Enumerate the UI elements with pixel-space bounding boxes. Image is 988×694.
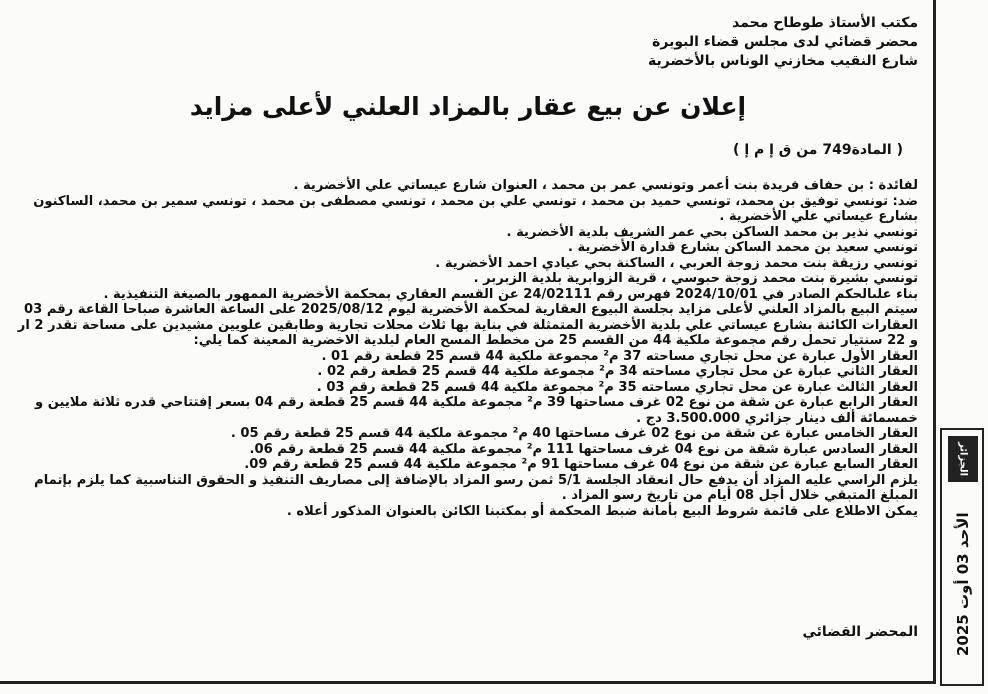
announcement-body bbox=[10, 178, 918, 519]
property-item: العقار الرابع عبارة عن شقة من نوع 02 غرف مساحتها 39 م² مجموعة ملكية 44 قسم 25 قطعة رقم 04 بسعر إفتتاحي قدره ثلاثة ملايين و خمسمائة ألف دينار جزائري 3.500.000 دج . bbox=[35, 395, 918, 426]
defendant-line: تونسي بشيرة بنت محمد زوجة حبوسي ، قرية الزوابرية بلدية الزبربر . bbox=[473, 271, 918, 286]
property-item: العقار الخامس عبارة عن شقة من نوع 02 غرف مساحتها 40 م² مجموعة ملكية 44 قسم 25 قطعة رقم 05 . bbox=[230, 426, 918, 441]
announcement-title: إعلان عن بيع عقار بالمزاد العلني لأعلى مزايد bbox=[189, 92, 747, 121]
sale-paragraph: سيتم البيع بالمزاد العلني لأعلى مزايد بجلسة البيوع العقارية لمحكمة الأخضرية ليوم 2025/08/12 على الساعة العاشرة صباحا القاعة رقم 03 العقارات الكائنة بشارع عيساتي علي بلدية الأخضرية المتمثلة في بناية بها ثلاث محلات تجارية وطابقين علويين مشيدين على مساحة تقدر 2 ار و 22 سنتيار تحمل رقم مجموعة ملكية 44 من القسم 25 من مخطط المسح العام لبلدية الاخضرية المعينة كما يلي: bbox=[17, 302, 918, 348]
property-item: العقار الثالث عبارة عن محل تجاري مساحته 35 م² مجموعة ملكية 44 قسم 25 قطعة رقم 03 . bbox=[316, 379, 918, 395]
judgment-paragraph: بناء علىالحكم الصادر في 2024/10/01 فهرس رقم 24/02111 عن القسم العقاري بمحكمة الأخضرية الممهور بالصيغة التنفيذية . bbox=[103, 286, 918, 302]
header-line-3: شارع النقيب مخازني الوناس بالأخضرية bbox=[648, 53, 918, 69]
consultation-note: يمكن الاطلاع على قائمة شروط البيع بأمانة ضبط المحكمة أو بمكتبنا الكائن بالعنوان المذكور أعلاه . bbox=[286, 503, 918, 519]
property-item: العقار الثاني عبارة عن محل تجاري مساحته 34 م² مجموعة ملكية 44 قسم 25 قطعة رقم 02 . bbox=[317, 364, 918, 379]
header-line-2: محضر قضائي لدى مجلس قضاء البويرة bbox=[652, 34, 918, 50]
payment-terms: يلزم الراسي عليه المزاد أن يدفع حال انعقاد الجلسة 5/1 ثمن رسو المزاد بالإضافة إلى مصاريف التنفيذ و الحقوق التناسبية كما يلزم بإتمام المبلغ المتبقي خلال أجل 08 أيام من تاريخ رسو المزاد . bbox=[34, 472, 918, 503]
header-line-1: مكتب الأستاذ طوطاح محمد bbox=[732, 15, 918, 31]
office-header bbox=[418, 14, 918, 71]
property-item: العقار الأول عبارة عن محل تجاري مساحته 37 م² مجموعة ملكية 44 قسم 25 قطعة رقم 01 . bbox=[321, 348, 918, 364]
defendants-paragraph: ضد: تونسي توفيق بن محمد، تونسي حميد بن محمد ، تونسي علي بن محمد ، تونسي مصطفى بن محمد ، تونسي سمير بن محمد، الساكنون بشارع عيساتي علي الأخضرية . bbox=[33, 193, 918, 224]
newspaper-sidebar bbox=[940, 428, 984, 686]
article-reference: ( المادة749 من ق إ م إ ) bbox=[733, 142, 903, 158]
defendant-line: تونسي رزيقة بنت محمد زوجة العربي ، الساكنة بحي عيادي احمد الأخضرية . bbox=[435, 255, 918, 271]
signature: المحضر القضائي bbox=[802, 624, 918, 640]
beneficiary-paragraph: لفائدة : بن حفاف فريدة بنت أعمر وتونسي عمر بن محمد ، العنوان شارع عيساتي علي الأخضرية . bbox=[293, 178, 918, 193]
defendant-line: تونسي نذير بن محمد الساكن بحي عمر الشريف بلدية الأخضرية . bbox=[506, 224, 918, 240]
property-item: العقار السابع عبارة عن شقة من نوع 04 غرف مساحتها 91 م² مجموعة ملكية 44 قسم 25 قطعة رقم 09. bbox=[244, 457, 918, 472]
property-item: العقار السادس عبارة شقة من نوع 04 غرف مساحتها 111 م² مجموعة ملكية 44 قسم 25 قطعة رقم 06. bbox=[249, 441, 918, 457]
publication-date: الأحد 03 أوت 2025 bbox=[954, 512, 972, 656]
newspaper-logo: الجزائر bbox=[948, 436, 978, 482]
defendant-line: تونسي سعيد بن محمد الساكن بشارع قدارة الأخضرية . bbox=[568, 240, 918, 255]
